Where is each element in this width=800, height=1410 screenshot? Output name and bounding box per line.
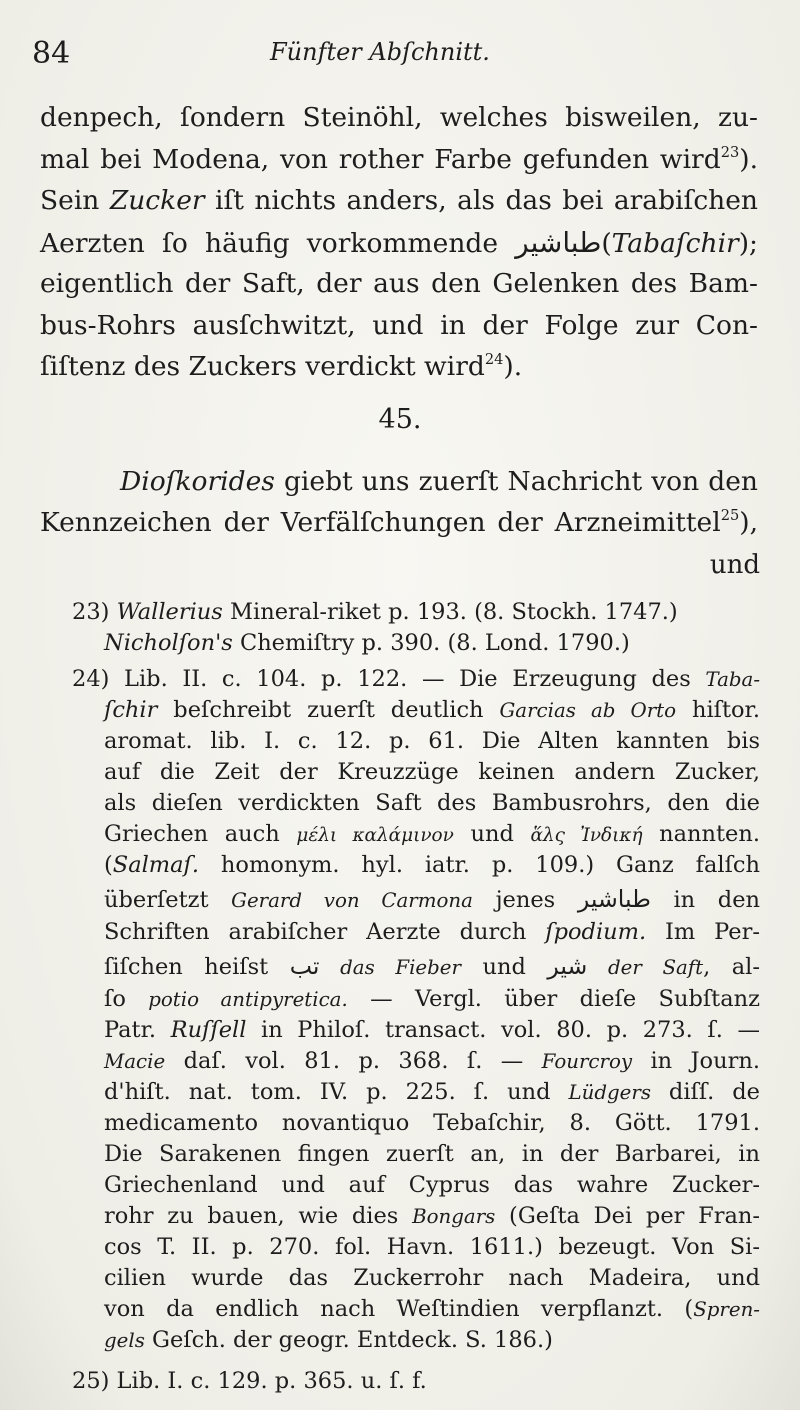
footnote-24-line-1: 24) Lib. II. c. 104. p. 122. — Die Erzeugung des Taba-	[72, 666, 760, 692]
footnote-24-line-2: ſchir beſchreibt zuerſt deutlich Garcias ab Orto hiſtor.	[104, 697, 760, 723]
footnote-24-line-13: Macie daſ. vol. 81. p. 368. ſ. — Fourcroy in Journ.	[104, 1048, 760, 1074]
body-line-6: bus-Rohrs ausſchwitzt, und in der Folge zur Con-	[40, 310, 758, 341]
footnote-ref-24: 24	[484, 351, 504, 369]
body-line-5: eigentlich der Saft, der aus den Gelenken des Bam-	[40, 268, 758, 299]
footnote-23-line-1: 23) Wallerius Mineral-riket p. 193. (8. Stockh. 1747.)	[72, 599, 678, 625]
footnote-24-line-18: rohr zu bauen, wie dies Bongars (Geſta Dei per Fran-	[104, 1203, 760, 1229]
body-line-8: Dioſkorides giebt uns zuerſt Nachricht von den	[120, 466, 758, 497]
footnote-24-line-5: als dieſen verdickten Saft des Bambusrohrs, den die	[104, 790, 760, 816]
footnote-24-line-4: auf die Zeit der Kreuzzüge keinen andern Zucker,	[104, 759, 760, 785]
body-line-9: Kennzeichen der Verfälſchungen der Arzneimittel$^{25}$),	[40, 507, 758, 538]
footnote-25-line-1: 25) Lib. I. c. 129. p. 365. u. ſ. f.	[72, 1368, 427, 1394]
body-line-7: ſiſtenz des Zuckers verdickt wird$^{24}$).	[40, 351, 523, 382]
footnote-24-line-3: aromat. lib. I. c. 12. p. 61. Die Alten kannten bis	[104, 728, 760, 754]
footnote-24-line-6: Griechen auch μέλι καλάμινον und ἅλς Ἰνδική nannten.	[104, 821, 761, 847]
footnote-24-line-9: Schriften arabiſcher Aerzte durch ſpodium. Im Per-	[104, 919, 760, 945]
footnote-23-line-2: Nicholſon's Chemiſtry p. 390. (8. Lond. 1790.)	[104, 630, 630, 656]
section-number: 45.	[378, 404, 422, 435]
footnote-24-line-8: überſetzt Gerard von Carmona jenes طباشير in den	[104, 885, 760, 913]
arabic-schir: شير	[547, 952, 588, 980]
footnote-24-line-21: von da endlich nach Weſtindien verpflanzt. (Spren-	[104, 1296, 760, 1322]
footnote-24-line-14: d'hiſt. nat. tom. IV. p. 225. ſ. und Lüdgers diſſ. de	[104, 1079, 760, 1105]
footnote-24-line-15: medicamento novantiquo Tebaſchir, 8. Gött. 1791.	[104, 1110, 760, 1136]
arabic-tabaschir: طباشير	[515, 226, 602, 259]
arabic-tabaschir-fn: طباشير	[577, 885, 651, 913]
footnote-24-line-19: cos T. II. p. 270. fol. Havn. 1611.) bezeugt. Von Si-	[104, 1234, 760, 1260]
footnote-24-line-22: gels Geſch. der geogr. Entdeck. S. 186.)	[104, 1327, 553, 1353]
footnote-24-line-10: ſiſchen heiſst تب das Fieber und شير der Saft, al-	[104, 952, 760, 980]
footnote-24-line-17: Griechenland und auf Cyprus das wahre Zucker-	[104, 1172, 760, 1198]
footnote-24-line-20: cilien wurde das Zuckerrohr nach Madeira, und	[104, 1265, 760, 1291]
footnote-ref-25: 25	[720, 507, 740, 525]
catchword: und	[709, 550, 760, 580]
body-line-4: Aerzten ſo häufig vorkommende طباشير(Tabaſchir);	[40, 226, 758, 259]
body-line-3: Sein Zucker iſt nichts anders, als das bei arabiſchen	[40, 185, 758, 216]
footnote-24-line-12: Patr. Ruſſell in Philoſ. transact. vol. 80. p. 273. ſ. —	[104, 1017, 760, 1043]
running-title: Fünfter Abſchnitt.	[270, 38, 490, 66]
footnote-ref-23: 23	[720, 144, 740, 162]
body-line-1: denpech, ſondern Steinöhl, welches bisweilen, zu-	[40, 102, 758, 133]
footnote-24-line-16: Die Sarakenen fingen zuerſt an, in der Barbarei, in	[104, 1141, 760, 1167]
footnote-24-line-7: (Salmaſ. homonym. hyl. iatr. p. 109.) Ganz falſch	[104, 852, 760, 878]
footnote-24-line-11: ſo potio antipyretica. — Vergl. über dieſe Subſtanz	[104, 986, 760, 1012]
page-number: 84	[32, 36, 71, 71]
page-header	[32, 30, 522, 74]
body-line-2: mal bei Modena, von rother Farbe gefunden wird$^{23}$).	[40, 144, 758, 175]
arabic-tab: تب	[289, 952, 320, 980]
